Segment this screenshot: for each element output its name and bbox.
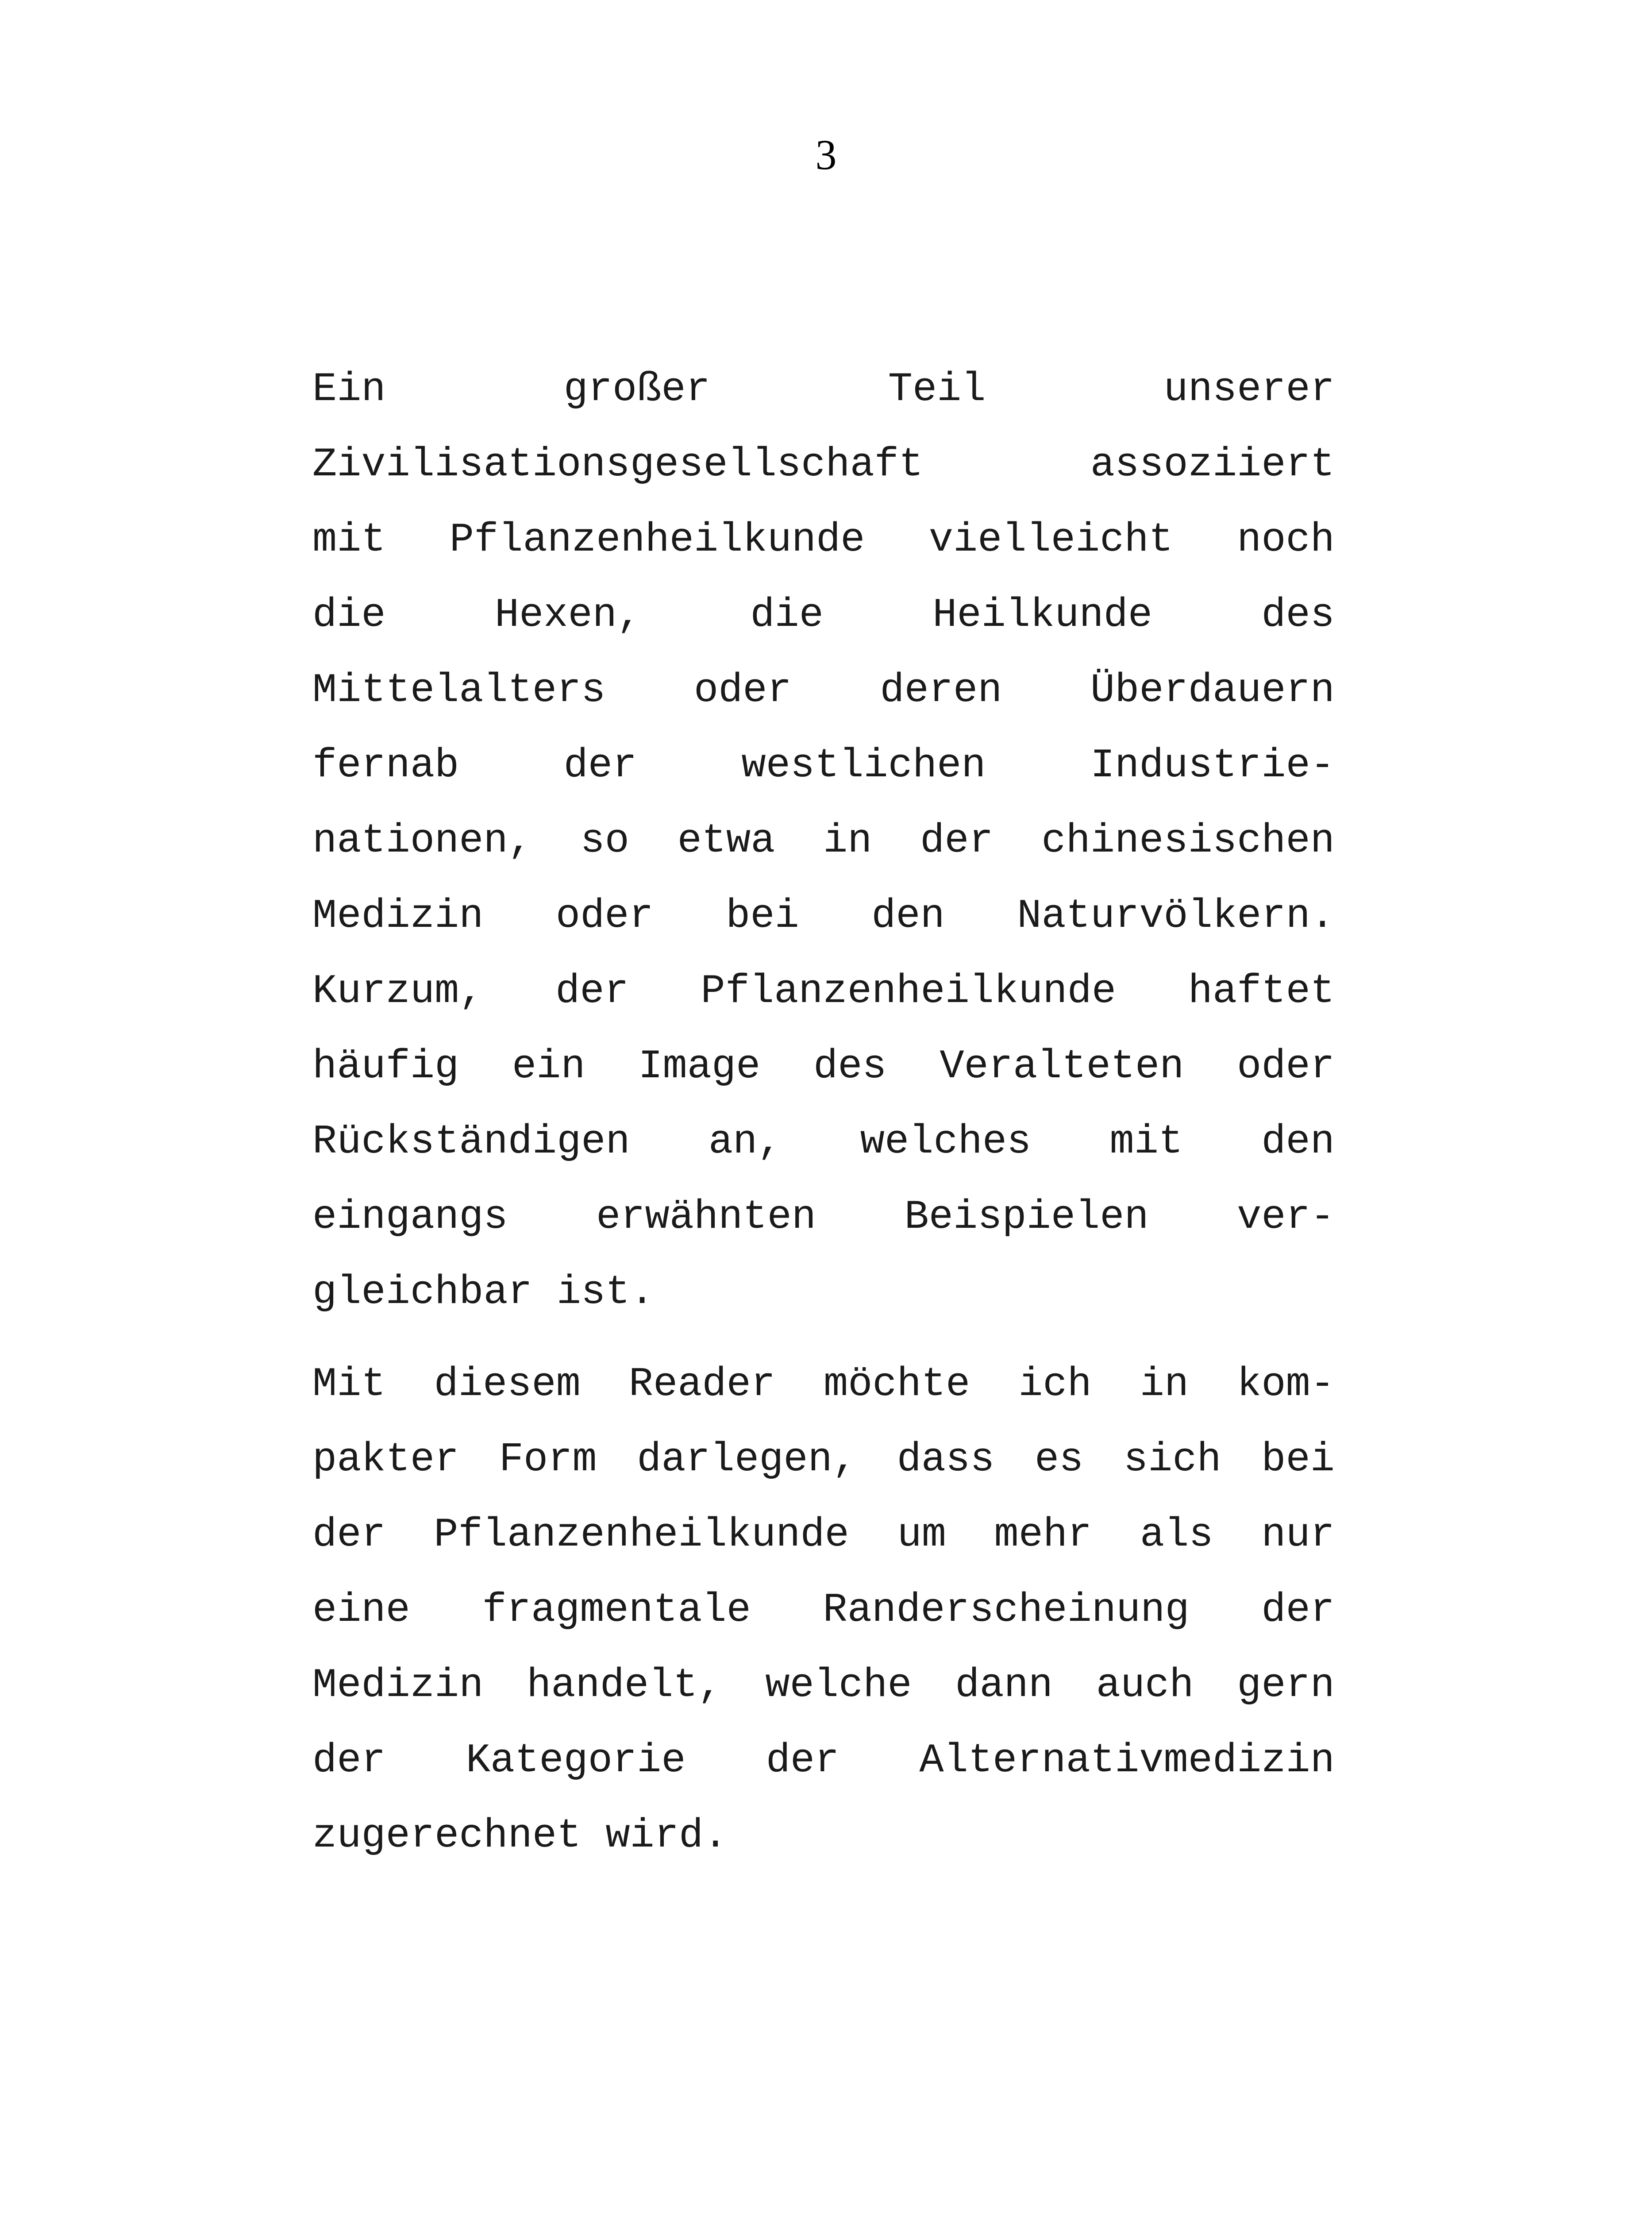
word: deren [880,667,1002,713]
word: oder [694,667,792,713]
word: mit [312,517,386,563]
word: westlichen [741,742,986,789]
word: diesem [434,1361,581,1407]
word: Zivilisationsgesellschaft [312,441,924,488]
word: an, [708,1118,782,1165]
text-line [312,1255,1335,1330]
word: Alternativmedizin [919,1737,1335,1784]
word: in [1140,1361,1189,1407]
word: Randerscheinung [823,1587,1190,1633]
word: Industrie- [1090,742,1335,789]
text-line [312,653,1335,728]
word: großer [563,366,710,413]
text-line [312,1422,1335,1497]
word: ist. [556,1269,655,1315]
text-line [312,427,1335,502]
word: häufig [312,1043,459,1090]
word: Mit [312,1361,386,1407]
text-line [312,728,1335,803]
word: den [871,893,945,939]
word: eine [312,1587,410,1633]
word: Pflanzenheilkunde [449,517,865,563]
word: so [580,817,629,864]
word: der [1261,1587,1335,1633]
word: Beispielen [904,1194,1149,1240]
word: Reader [628,1361,776,1407]
text-line [312,1648,1335,1723]
text-line [312,1104,1335,1180]
word: sich [1123,1436,1221,1483]
word: kom- [1237,1361,1335,1407]
word: oder [1237,1043,1335,1090]
word: des [813,1043,887,1090]
word: fernab [312,742,459,789]
word: der [555,968,629,1014]
page-number: 3 [815,131,837,178]
paragraph-2 [312,1347,1335,1874]
word: Naturvölkern. [1017,893,1335,939]
word: Medizin [312,1662,484,1708]
word: der [563,742,637,789]
word: mehr [994,1511,1092,1558]
word: Heilkunde [932,592,1153,638]
word: in [823,817,872,864]
word: dann [955,1662,1053,1708]
text-line [312,1573,1335,1648]
word: der [312,1737,386,1784]
word: Kategorie [466,1737,686,1784]
word: den [1261,1118,1335,1165]
word: ich [1018,1361,1092,1407]
text-line [312,352,1335,427]
word: noch [1237,517,1335,563]
word: handelt, [527,1662,722,1708]
text-line [312,1029,1335,1104]
word: Ein [312,366,386,413]
text-line [312,1723,1335,1798]
word: die [312,592,386,638]
word: darlegen, [637,1436,857,1483]
word: um [897,1511,946,1558]
word: Medizin [312,893,484,939]
word: ver- [1237,1194,1335,1240]
word: Kurzum, [312,968,484,1014]
word: zugerechnet [312,1812,581,1859]
word: als [1140,1511,1213,1558]
text-line [312,578,1335,653]
word: der [920,817,994,864]
word: welche [765,1662,912,1708]
word: Hexen, [494,592,642,638]
word: der [766,1737,839,1784]
word: gleichbar [312,1269,532,1315]
word: die [750,592,824,638]
paragraph-1 [312,352,1335,1330]
word: fragmentale [482,1587,751,1633]
word: oder [555,893,654,939]
text-line [312,1798,1335,1874]
word: Mittelalters [312,667,606,713]
text-line [312,803,1335,879]
word: auch [1096,1662,1194,1708]
word: bei [726,893,799,939]
word: es [1034,1436,1084,1483]
word: etwa [677,817,775,864]
word: nur [1261,1511,1335,1558]
word: ein [512,1043,585,1090]
word: erwähnten [596,1194,816,1240]
word: des [1261,592,1335,638]
text-line [312,502,1335,578]
word: der [312,1511,386,1558]
word: möchte [823,1361,970,1407]
word: Pflanzenheilkunde [701,968,1117,1014]
word: pakter [312,1436,459,1483]
word: nationen, [312,817,532,864]
text-line [312,1497,1335,1573]
word: Überdauern [1090,667,1335,713]
word: mit [1109,1118,1183,1165]
word: Veralteten [940,1043,1184,1090]
word: vielleicht [928,517,1173,563]
word: dass [897,1436,995,1483]
text-line [312,954,1335,1029]
text-line [312,1180,1335,1255]
word: chinesischen [1041,817,1335,864]
word: Pflanzenheilkunde [434,1511,849,1558]
word: wird. [605,1812,728,1859]
word: assoziiert [1090,441,1335,488]
word: Image [638,1043,761,1090]
word: welches [860,1118,1032,1165]
word: eingangs [312,1194,508,1240]
word: Teil [888,366,986,413]
word: bei [1261,1436,1335,1483]
text-line [312,879,1335,954]
word: unserer [1163,366,1335,413]
word: gern [1237,1662,1335,1708]
word: haftet [1188,968,1335,1014]
word: Form [499,1436,597,1483]
word: Rückständigen [312,1118,630,1165]
text-line [312,1347,1335,1422]
